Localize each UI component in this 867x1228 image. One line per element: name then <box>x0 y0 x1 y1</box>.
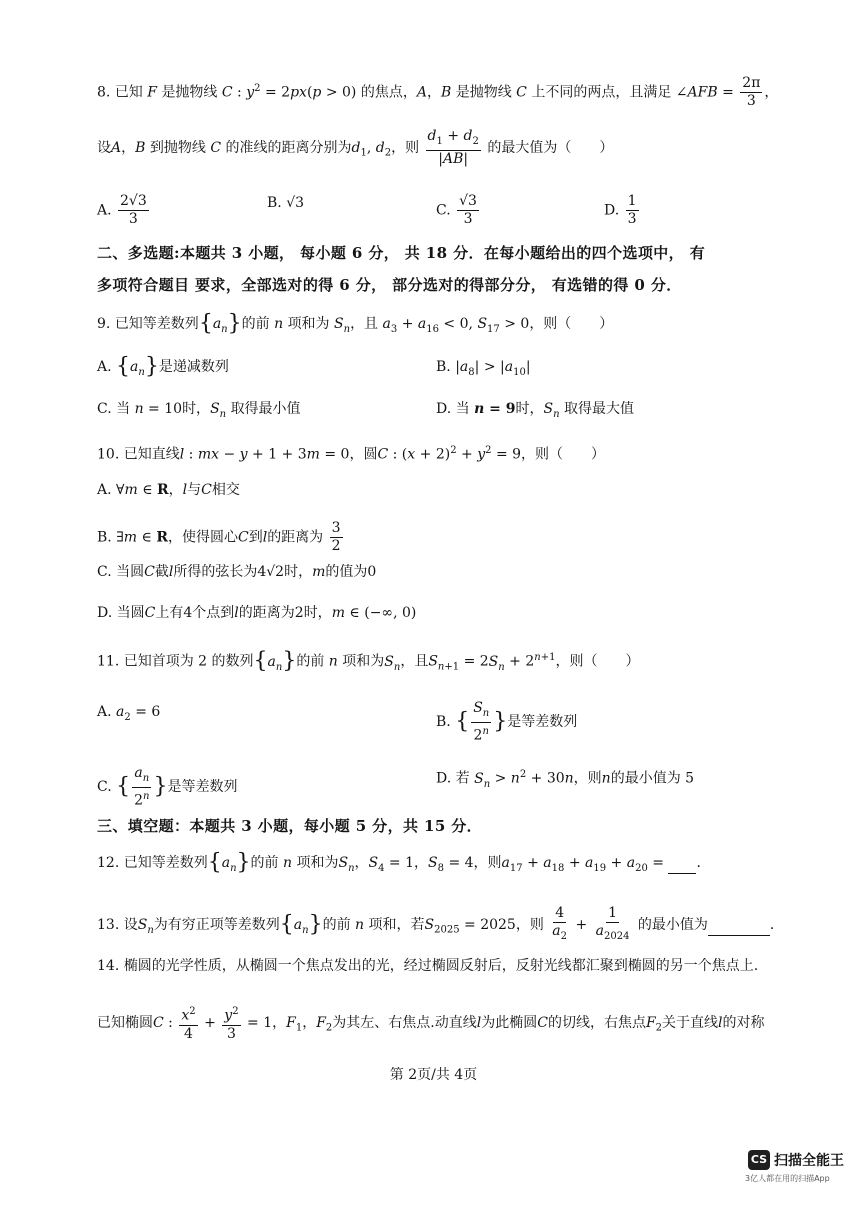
q12-answer-blank[interactable] <box>668 853 696 874</box>
q11-option-d[interactable]: D. 若 $S_n > n^2 + 30n$，则n的最小值为 5 <box>436 769 695 790</box>
section3-heading: 三、填空题：本题共 3 小题，每小题 5 分，共 15 分． <box>97 817 483 835</box>
q8-line1: 8. 已知 F 是抛物线 C : $y^2 = 2px(p > 0)$ 的焦点，A，B 是抛物线 C 上不同的两点，且满足 ∠AFB = $\frac{2\pi}{3}$ ， <box>97 75 779 109</box>
q13-answer-blank[interactable] <box>708 915 770 936</box>
watermark-slogan: 3亿人都在用的扫描App <box>745 1174 830 1183</box>
q11-stem: 11. 已知首项为 2 的数列$\{a_n\}$的前 n 项和为$S_n$，且$S_{n+1} = 2S_n + 2^{n+1}$，则（ ） <box>97 648 640 674</box>
q10-option-d[interactable]: D. 当圆C上有4个点到l的距离为2时，m ∈ (−∞, 0) <box>97 605 417 621</box>
q14-line2: 已知椭圆C : $\frac{x^2}{4}$ + $\frac{y^2}{3}$ = 1，$F_1$，$F_2$为其左、右焦点.动直线l为此椭圆C的切线，右焦点$F_2$关于直线l的对称 <box>97 1003 765 1043</box>
q8-option-a[interactable]: A. $\frac{2√3}{3}$ <box>97 193 147 227</box>
q13-stem: 13. 设$S_n$为有穷正项等差数列$\{a_n\}$的前 n 项和，若$S_{2025} = 2025$，则 $\frac{4}{a_2}$ + $\frac{1}{a_{2024}}$ 的最小值为 ． <box>97 905 784 942</box>
q14-line1: 14. 椭圆的光学性质，从椭圆一个焦点发出的光，经过椭圆反射后，反射光线都汇聚到椭圆的另一个焦点上. <box>97 958 759 974</box>
q9-stem: 9. 已知等差数列$\{a_n\}$的前 n 项和为 $S_n$，且 $a_3 + a_{16} < 0$, $S_{17} > 0$，则（ ） <box>97 311 614 336</box>
page-number: 第 2页/共 4页 <box>389 1067 478 1083</box>
q8-line2: 设A，B 到抛物线 C 的准线的距离分别为$d_1$, $d_2$，则 $\frac{d_1 + d_2}{|AB|}$ 的最大值为（ ） <box>97 128 614 167</box>
angle-fraction: $\frac{2\pi}{3}$ <box>742 75 761 109</box>
q10-option-b[interactable]: B. ∃m ∈ R，使得圆心C到l的距离为 $\frac{3}{2}$ <box>97 520 341 554</box>
q9-option-a[interactable]: A. $\{a_n\}$是递减数列 <box>97 354 229 379</box>
q10-option-c[interactable]: C. 当圆C截l所得的弦长为4√2时，m的值为0 <box>97 564 377 580</box>
q12-stem: 12. 已知等差数列$\{a_n\}$的前 n 项和为$S_n$，$S_4 = 1$，$S_8 = 4$，则$a_{17} + a_{18} + a_{19} + a_{20}$ = ． <box>97 850 711 875</box>
q9-option-d[interactable]: D. 当 n = 9时，$S_n$ 取得最大值 <box>436 401 635 420</box>
watermark-app-name: 扫描全能王 <box>774 1153 844 1169</box>
q11-option-c[interactable]: C. { $\frac{a_n}{2^n}$ }是等差数列 <box>97 765 238 809</box>
section2-heading-line2: 多项符合题目 要求，全部选对的得 6 分， 部分选对的得部分分， 有选错的得 0 分． <box>97 276 682 294</box>
distance-ratio-fraction: $\frac{d_1 + d_2}{|AB|}$ <box>427 128 479 167</box>
q8-option-d[interactable]: D. $\frac{1}{3}$ <box>604 193 637 227</box>
q10-stem: 10. 已知直线l : mx − y + 1 + 3m = 0，圆C : $(x + 2)^2 + y^2 = 9$，则（ ） <box>97 445 606 463</box>
q11-option-b[interactable]: B. { $\frac{S_n}{2^n}$ }是等差数列 <box>436 700 578 744</box>
q10-option-a[interactable]: A. ∀m ∈ R，l与C相交 <box>97 482 240 498</box>
q8-option-b[interactable]: B. √3 <box>267 195 305 211</box>
camscanner-logo-icon: CS <box>748 1150 770 1170</box>
q9-option-c[interactable]: C. 当 n = 10时，$S_n$ 取得最小值 <box>97 401 301 420</box>
q11-option-a[interactable]: A. $a_2 = 6$ <box>97 704 161 723</box>
q8-option-c[interactable]: C. $\frac{√3}{3}$ <box>436 193 477 227</box>
section2-heading-line1: 二、多选题:本题共 3 小题， 每小题 6 分， 共 18 分．在每小题给出的四个选项中， 有 <box>97 244 706 262</box>
q9-option-b[interactable]: B. $|a_8| > |a_{10}|$ <box>436 359 531 378</box>
